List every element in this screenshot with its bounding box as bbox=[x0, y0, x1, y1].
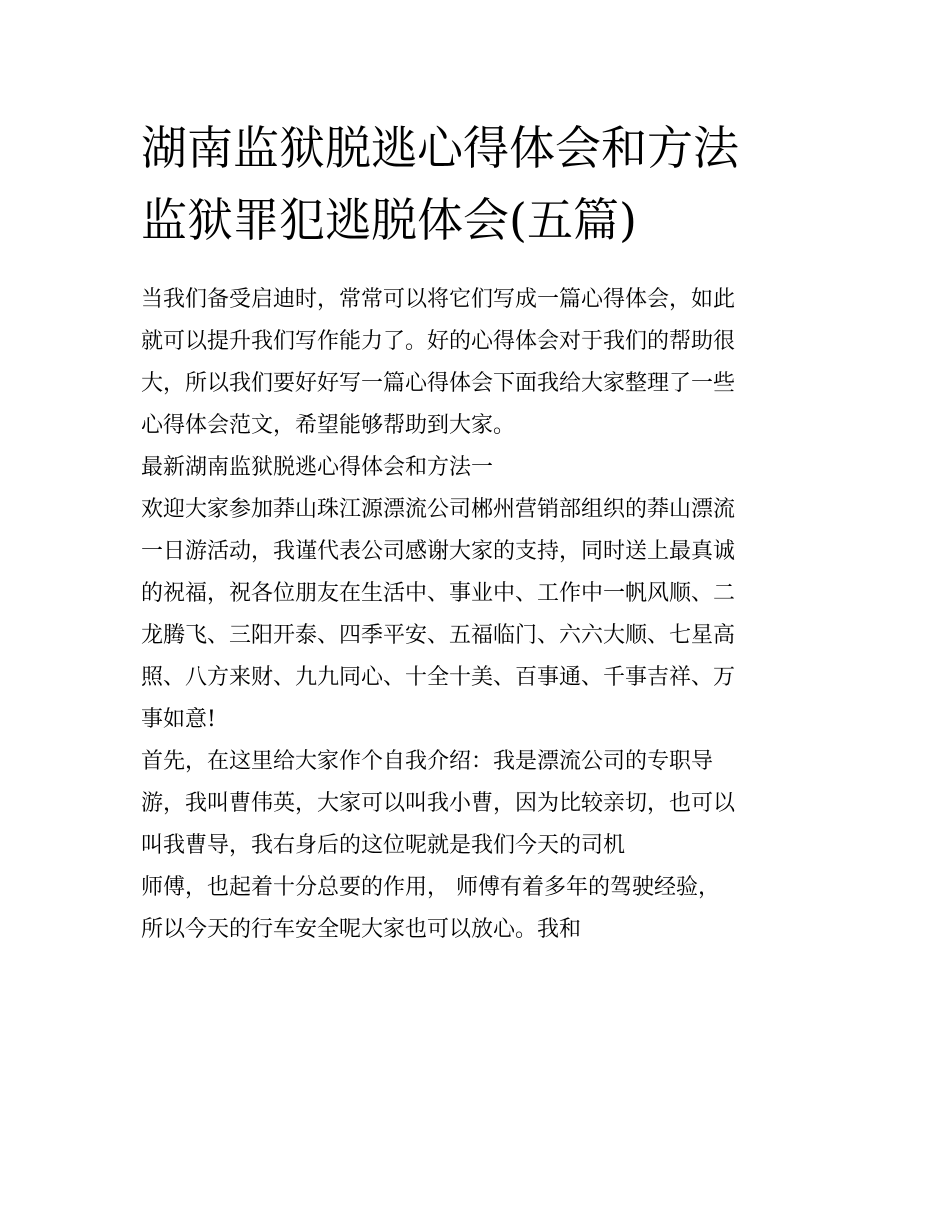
section-heading bbox=[141, 447, 813, 489]
text-line: 欢迎大家参加莽山珠江源漂流公司郴州营销部组织的莽山漂流 bbox=[141, 497, 736, 522]
intro-paragraph bbox=[141, 279, 813, 447]
title-line-2: 监狱罪犯逃脱体会(五篇) bbox=[141, 193, 637, 247]
text-line: 照、八方来财、九九同心、十全十美、百事通、千事吉祥、万 bbox=[141, 665, 736, 690]
text-line: 师傅，也起着十分总要的作用， 师傅有着多年的驾驶经验， bbox=[141, 875, 720, 900]
document-title bbox=[141, 112, 821, 256]
text-line: 事如意! bbox=[141, 707, 216, 732]
text-line: 当我们备受启迪时，常常可以将它们写成一篇心得体会，如此 bbox=[141, 287, 736, 312]
document-body bbox=[141, 279, 813, 951]
text-line: 一日游活动，我谨代表公司感谢大家的支持，同时送上最真诚 bbox=[141, 539, 736, 564]
text-line: 就可以提升我们写作能力了。好的心得体会对于我们的帮助很 bbox=[141, 329, 736, 354]
paragraph-3 bbox=[141, 867, 813, 951]
text-line: 游，我叫曹伟英，大家可以叫我小曹，因为比较亲切，也可以 bbox=[141, 791, 736, 816]
text-line: 心得体会范文，希望能够帮助到大家。 bbox=[141, 413, 516, 438]
text-line: 首先，在这里给大家作个自我介绍：我是漂流公司的专职导 bbox=[141, 749, 714, 774]
section-heading-text: 最新湖南监狱脱逃心得体会和方法一 bbox=[141, 455, 494, 480]
text-line: 所以今天的行车安全呢大家也可以放心。我和 bbox=[141, 917, 582, 942]
paragraph-2 bbox=[141, 741, 813, 867]
text-line: 的祝福，祝各位朋友在生活中、事业中、工作中一帆风顺、二 bbox=[141, 581, 736, 606]
title-line-1: 湖南监狱脱逃心得体会和方法 bbox=[141, 121, 739, 175]
text-line: 叫我曹导，我右身后的这位呢就是我们今天的司机 bbox=[141, 833, 626, 858]
text-line: 龙腾飞、三阳开泰、四季平安、五福临门、六六大顺、七星高 bbox=[141, 623, 736, 648]
paragraph-1 bbox=[141, 489, 813, 741]
text-line: 大，所以我们要好好写一篇心得体会下面我给大家整理了一些 bbox=[141, 371, 736, 396]
